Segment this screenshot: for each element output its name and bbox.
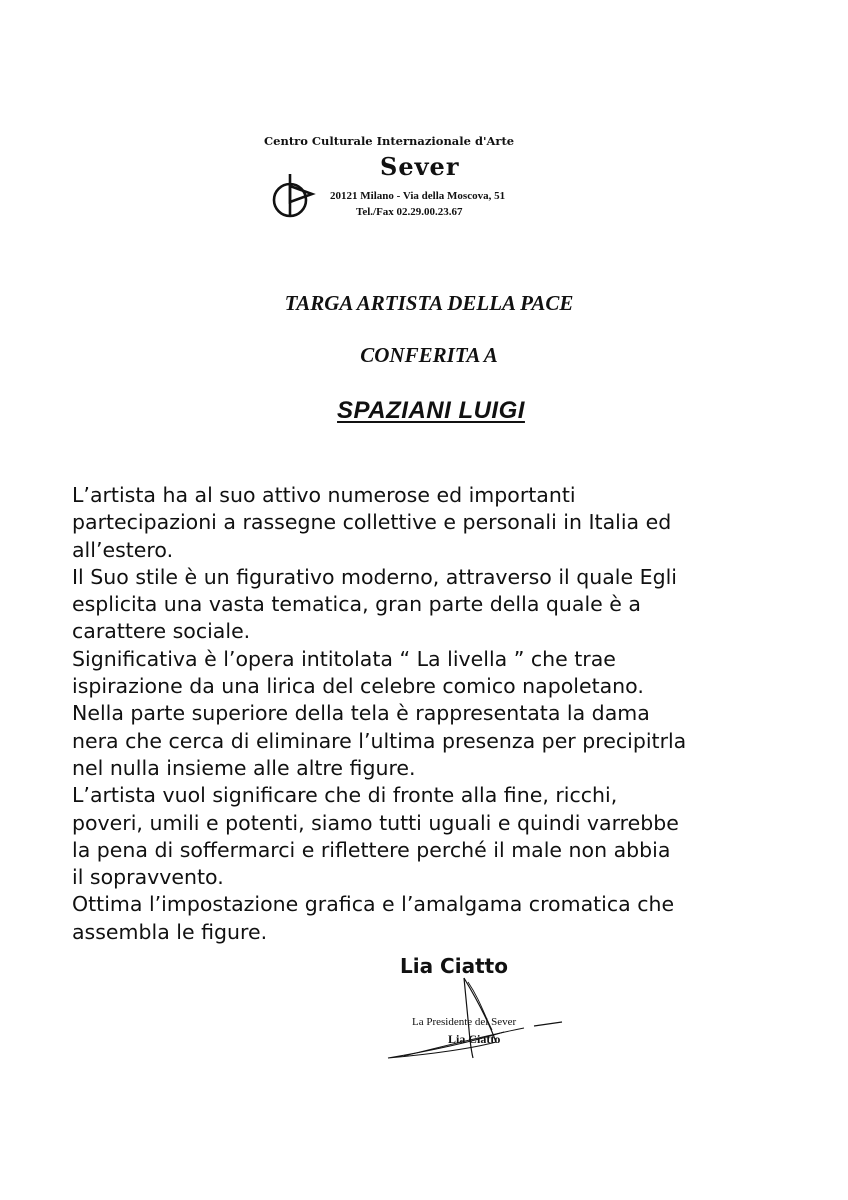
body-line: la pena di soffermarci e riflettere perché il male non abbia [72, 837, 671, 862]
body-line: assembla le figure. [72, 919, 268, 944]
body-text [72, 482, 792, 946]
recipient-name: SPAZIANI LUIGI [337, 397, 525, 424]
organization-address: 20121 Milano - Via della Moscova, 51 [330, 190, 506, 202]
organization-phone: Tel./Fax 02.29.00.23.67 [356, 206, 463, 218]
body-line: L’artista vuol significare che di fronte alla fine, ricchi, [72, 783, 618, 808]
body-line: poveri, umili e potenti, siamo tutti uguali e quindi varrebbe [72, 810, 679, 835]
organization-name: Centro Culturale Internazionale d'Arte [264, 134, 515, 148]
body-line: nera che cerca di eliminare l’ultima presenza per precipitrla [72, 728, 687, 753]
stamp-title: La Presidente del Sever [412, 1016, 517, 1028]
award-conferred: CONFERITA A [360, 343, 498, 367]
award-title: TARGA ARTISTA DELLA PACE [284, 291, 574, 315]
body-line: Ottima l’impostazione grafica e l’amalgama cromatica che [72, 892, 675, 917]
body-line: Nella parte superiore della tela è rappresentata la dama [72, 701, 650, 726]
award-recipient [0, 397, 848, 425]
body-line: all’estero. [72, 537, 174, 562]
body-line: L’artista ha al suo attivo numerose ed importanti [72, 483, 576, 507]
sever-logo-icon [268, 172, 320, 223]
body-line: esplicita una vasta tematica, gran parte della quale è a [72, 592, 641, 617]
signature-stamp [384, 970, 584, 1070]
body-line: il sopravvento. [72, 865, 224, 890]
body-line: Il Suo stile è un figurativo moderno, attraverso il quale Egli [72, 564, 677, 589]
signatory-name: Lia Ciatto [400, 954, 508, 978]
letterhead [262, 132, 552, 232]
organization-brand: Sever [380, 152, 460, 181]
body-line: carattere sociale. [72, 619, 251, 644]
body-line: nel nulla insieme alle altre figure. [72, 755, 416, 780]
body-line: Significativa è l’opera intitolata “ La livella ” che trae [72, 646, 616, 671]
body-line: partecipazioni a rassegne collettive e personali in Italia ed [72, 510, 672, 535]
body-line: ispirazione da una lirica del celebre comico napoletano. [72, 674, 644, 699]
handwritten-signature [384, 970, 584, 1070]
stamp-name: Lia Ciatto [448, 1032, 501, 1046]
